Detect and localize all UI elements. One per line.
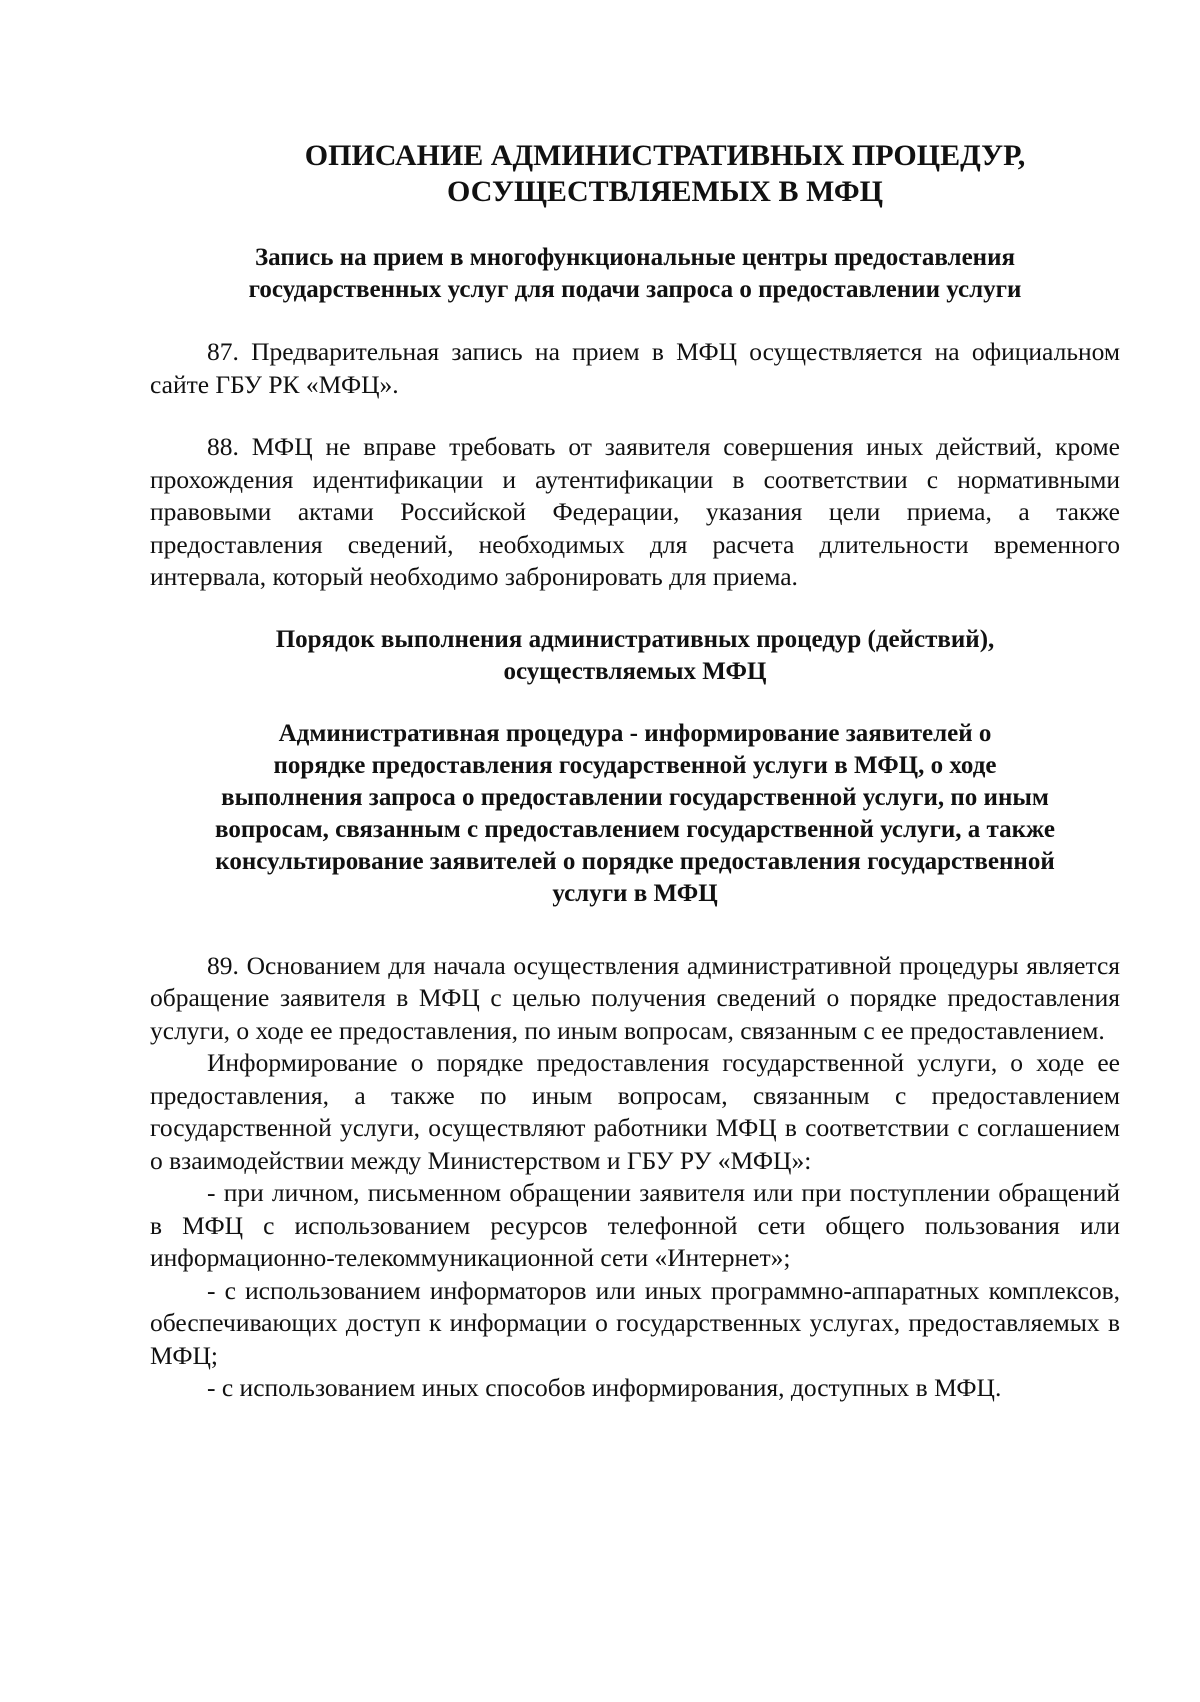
title-line-2: ОСУЩЕСТВЛЯЕМЫХ В МФЦ [447, 175, 883, 208]
section-heading-line-1: Запись на прием в многофункциональные центры предоставления [254, 244, 1016, 271]
procedure-heading [150, 718, 1120, 910]
list-item: - при личном, письменном обращении заявителя или при поступлении обращений в МФЦ с использованием ресурсов телефонной сети общего пользования или информационно-телекоммуникационной сети «Интернет»; [150, 1178, 1120, 1272]
section2-heading-line-1: Порядок выполнения административных процедур (действий), [275, 625, 995, 653]
procedure-heading-line-1: Административная процедура - информирование заявителей о [278, 719, 992, 747]
paragraph-89: 89. Основанием для начала осуществления административной процедуры является обращение заявителя в МФЦ с целью получения сведений о порядке предоставления услуги, о ходе ее предоставления, по иным вопросам, связанным с ее предоставлением. [150, 950, 1120, 1045]
section-heading-appointment [150, 242, 1120, 306]
list-item: - с использованием информаторов или иных программно-аппаратных комплексов, обеспечивающих доступ к информации о государственных услугах, предоставляемых в МФЦ; [150, 1275, 1120, 1370]
document-title [150, 138, 1120, 210]
procedure-heading-line-3: выполнения запроса о предоставлении государственной услуги, по иным [221, 783, 1049, 811]
paragraph-88: 88. МФЦ не вправе требовать от заявителя совершения иных действий, кроме прохождения идентификации и аутентификации в соответствии с нормативными правовыми актами Российской Федерации, указания цели приема, а также предоставления сведений, необходимых для расчета длительности временного интервала, который необходимо забронировать для приема. [150, 432, 1120, 591]
paragraph-87: 87. Предварительная запись на прием в МФЦ осуществляется на официальном сайте ГБУ РК «МФЦ». [150, 337, 1120, 399]
procedure-heading-line-4: вопросам, связанным с предоставлением государственной услуги, а также [215, 815, 1055, 843]
procedure-heading-line-6: услуги в МФЦ [552, 879, 718, 907]
procedure-heading-line-2: порядке предоставления государственной услуги в МФЦ, о ходе [273, 751, 997, 779]
procedure-heading-line-5: консультирование заявителей о порядке предоставления государственной [215, 847, 1055, 875]
section-heading-procedures [150, 624, 1120, 688]
document-body [150, 138, 1120, 1405]
paragraph-89-informing: Информирование о порядке предоставления государственной услуги, о ходе ее предоставления, а также по иным вопросам, связанным с предоставлением государственной услуги, осуществляют работники МФЦ в соответствии с соглашением о взаимодействии между Министерством и ГБУ РУ «МФЦ»: [150, 1048, 1120, 1175]
title-line-1: ОПИСАНИЕ АДМИНИСТРАТИВНЫХ ПРОЦЕДУР, [304, 139, 1026, 172]
section-heading-line-2: государственных услуг для подачи запроса о предоставлении услуги [248, 276, 1022, 303]
section2-heading-line-2: осуществляемых МФЦ [503, 657, 767, 685]
list-item: - с использованием иных способов информирования, доступных в МФЦ. [207, 1373, 1002, 1402]
